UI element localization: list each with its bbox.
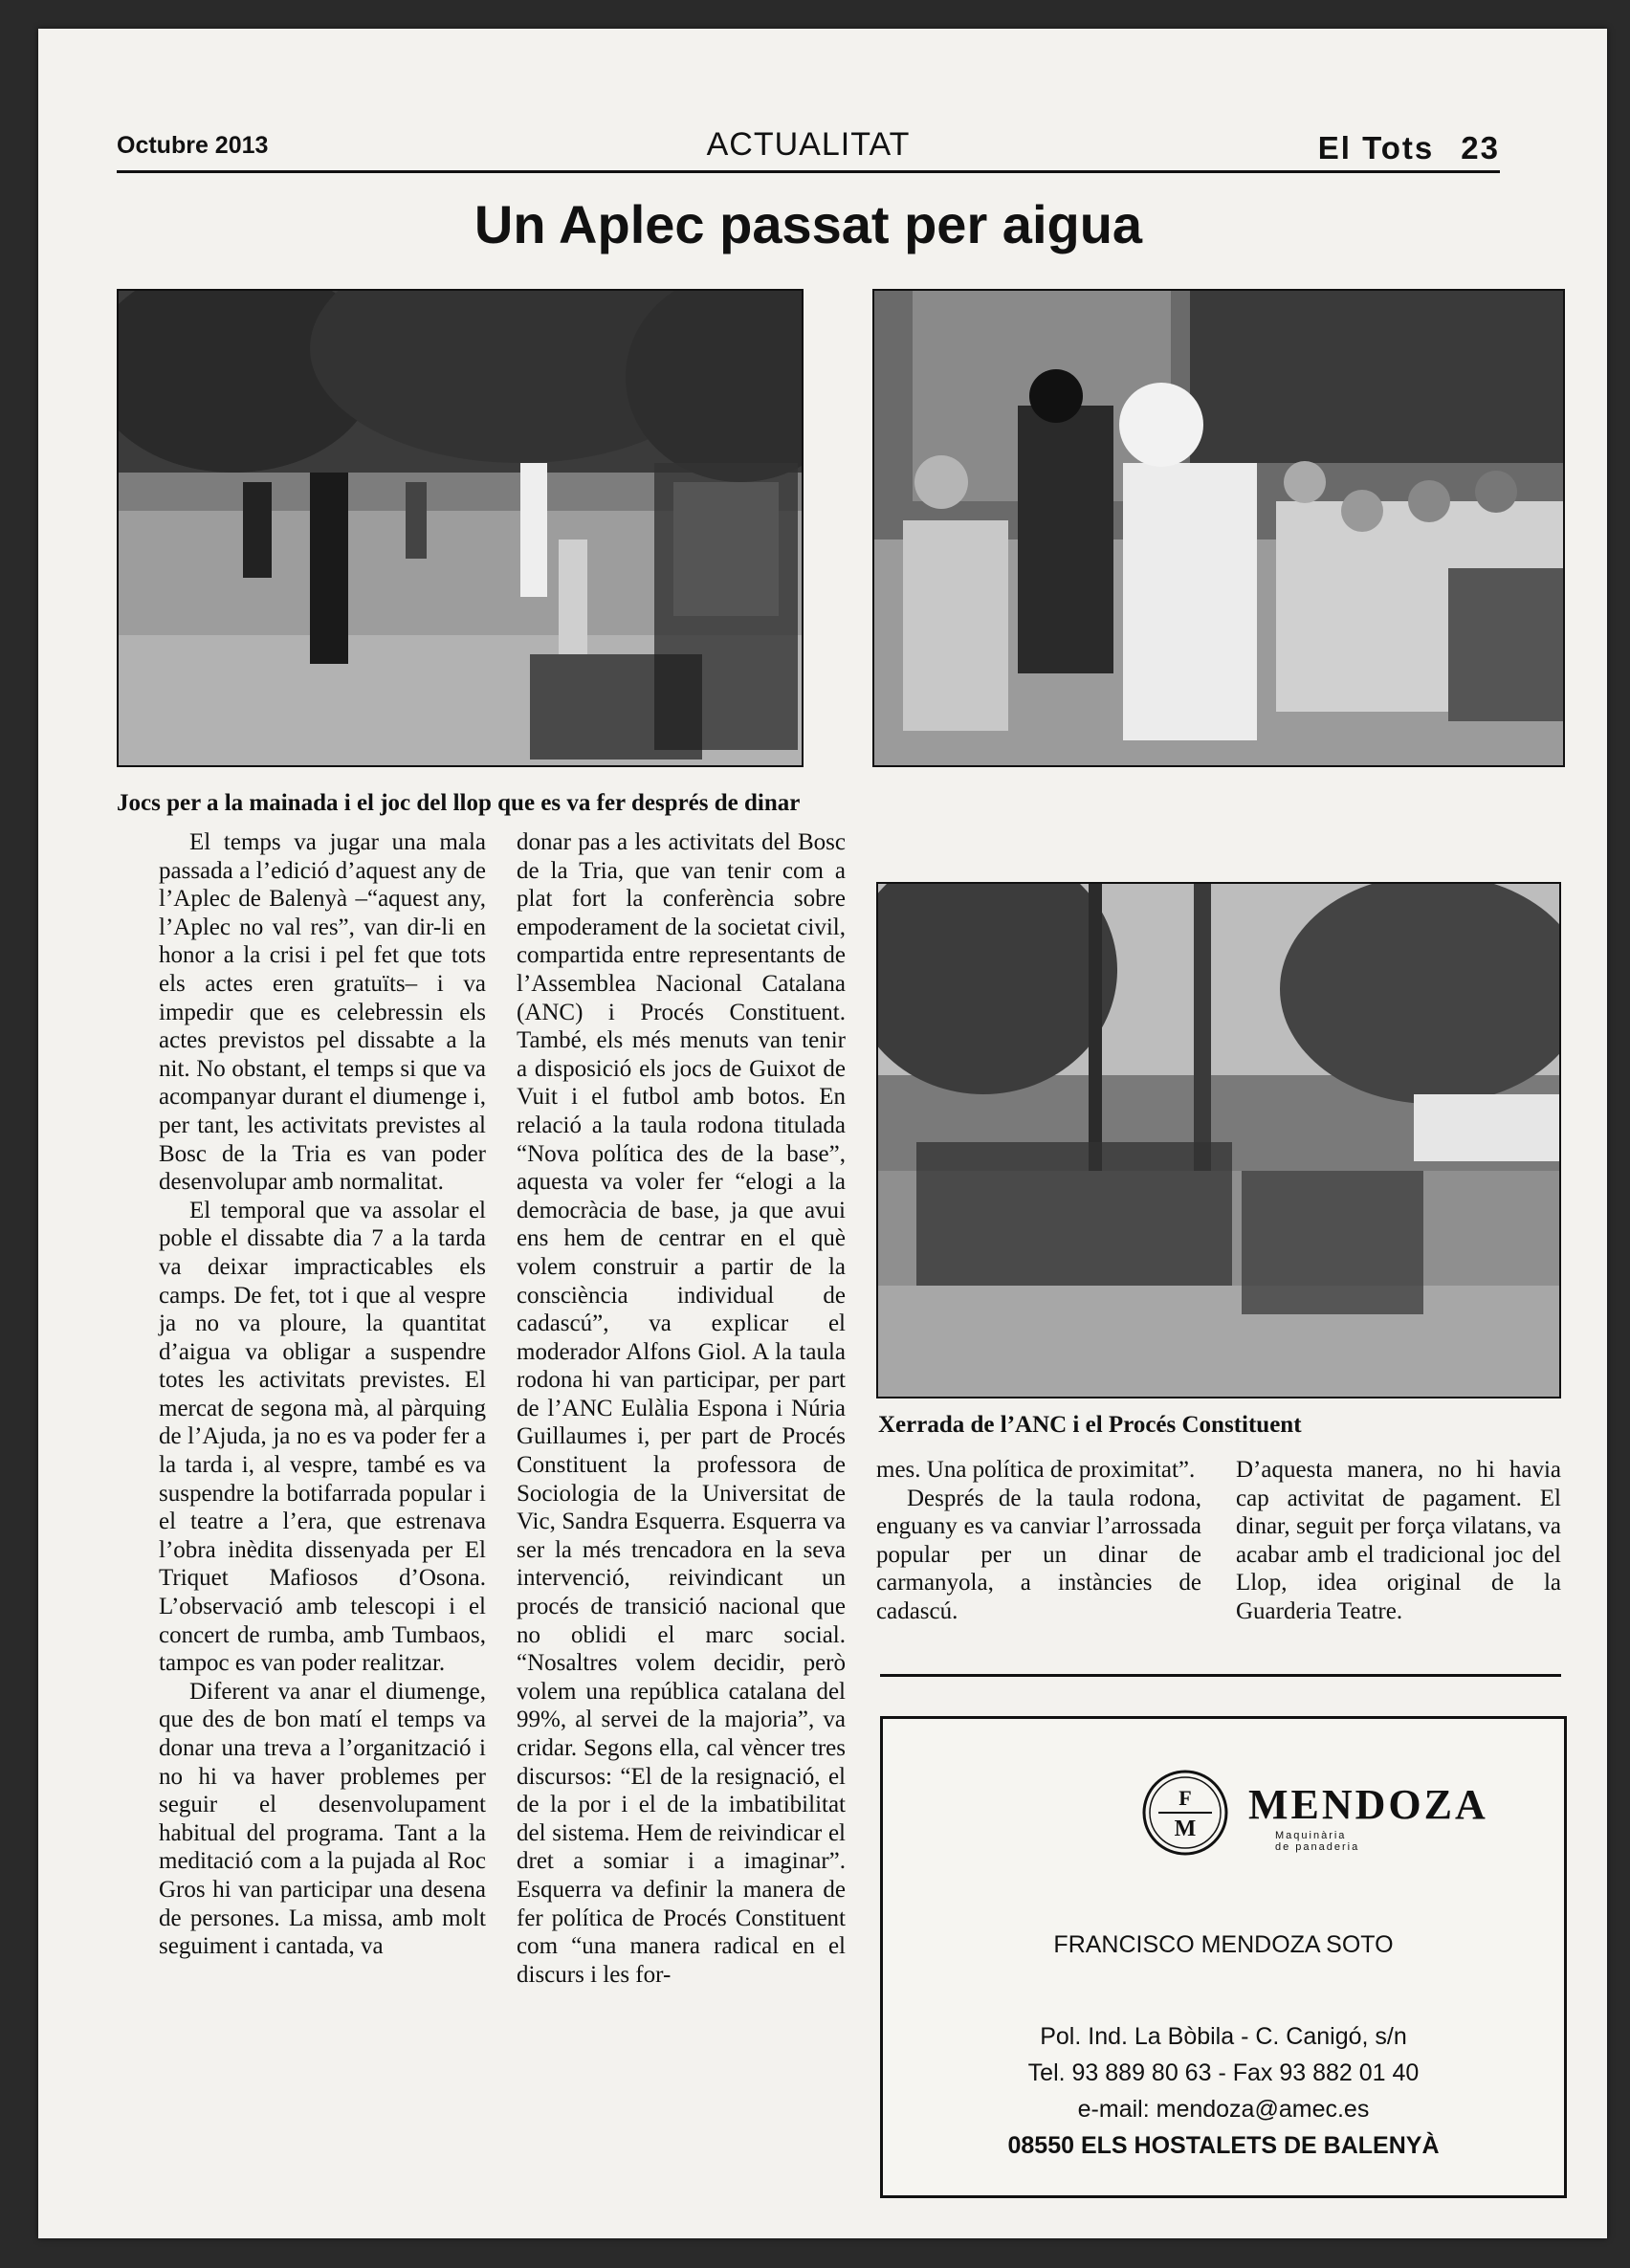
col2-paragraph-1: donar pas a les activitats del Bosc de la Tria, que van tenir com a plat fort la conferència sobre empoderament de la societat civil, compartida entre representants de l’Assemblea Nacional Catalana (ANC) i Procés Constituent. També, els més menuts van tenir a disposició els jocs de Guixot de Vuit i el futbol amb botos. En relació a la taula rodona titulada “Nova política des de la base”, aquesta va voler fer “elogi a la democràcia de base, ja que avui ens hem de centrar en el què volem construir a partir de la consciència individual de cadascú”, va explicar el moderador Alfons Giol. A la taula rodona hi van participar, per part de l’ANC Eulàlia Espona i Núria Guillaumes i, per part de Procés Constituent la professora de Sociologia de la Universitat de Vic, Sandra Esquerra. Esquerra va ser la més trencadora en la seva intervenció, reivindicant un procés de transició nacional que no oblidi el marc social. “Nosaltres volem decidir, però volem una república catalana del 99%, al servei de la majoria”, va cridar. Segons ella, cal vèncer tres discursos: “El de la resignació, el de la por i el de la imbatibilitat del sistema. Hem de reivindicar el dret a somiar i a imaginar”. Esquerra va definir la manera de fer política de Procés Constituent com “una manera radical en el discurs i les for- — [517, 829, 846, 1988]
photo-games — [117, 289, 804, 767]
col3-paragraph-1: mes. Una política de proximitat”. — [876, 1457, 1196, 1483]
article-title: Un Aplec passat per aigua — [474, 194, 1143, 254]
col3-paragraph-2: Després de la taula rodona, enguany es va canviar l’arrossada popular per un dinar de carmanyola, a instàncies de cadascú. — [876, 1485, 1201, 1624]
article-column-1 — [159, 828, 486, 1961]
caption-top: Jocs per a la mainada i el joc del llop que es va fer després de dinar — [117, 790, 801, 816]
ad-tagline-1: Maquinària — [1275, 1830, 1347, 1841]
issue-date: Octubre 2013 — [117, 132, 269, 159]
svg-text:M: M — [1174, 1817, 1197, 1841]
svg-text:F: F — [1178, 1786, 1192, 1810]
publication-and-page — [1291, 130, 1500, 166]
col1-paragraph-1: El temps va jugar una mala passada a l’edició d’aquest any de l’Aplec de Balenyà –“aquest any, l’Aplec no val res”, van dir-li en honor a la crisi i pel fet que tots els actes eren gratuïts– i va impedir que es celebressin els actes previstos pel dissabte a la nit. No obstant, el temps si que va acompanyar durant el diumenge i, per tant, les activitats previstes al Bosc de la Tria es van poder desenvolupar amb normalitat. — [159, 829, 486, 1196]
page-number: 23 — [1461, 130, 1500, 165]
article-column-4 — [1236, 1456, 1561, 1626]
col4-paragraph-1: D’aquesta manera, no hi havia cap activitat de pagament. El dinar, seguit per força vilatans, va acabar amb el tradicional joc del Llop, idea original de la Guarderia Teatre. — [1236, 1457, 1561, 1624]
ad-phone: Tel. 93 889 80 63 - Fax 93 882 01 40 — [1027, 2059, 1420, 2086]
ad-divider — [880, 1674, 1561, 1677]
page-header — [117, 113, 1500, 173]
ad-brand: MENDOZA — [1248, 1781, 1488, 1828]
newspaper-page — [38, 29, 1607, 2238]
col1-paragraph-2: El temporal que va assolar el poble el dissabte dia 7 a la tarda va deixar impracticables els camps. De fet, tot i que al vespre ja no va ploure, la quantitat d’aigua va obligar a suspendre totes les activitats previstes. El mercat de segona mà, al pàrquing de l’Ajuda, ja no es va poder fer a la tarda i, al vespre, també es va suspendre la botifarrada popular i el teatre a l’era, que estrenava l’obra inèdita dissenyada per El Triquet Mafiosos d’Osona. L’observació amb telescopi i el concert de rumba, amb Tumbaos, tampoc es van poder realitzar. — [159, 1197, 486, 1677]
ad-address: Pol. Ind. La Bòbila - C. Canigó, s/n — [1040, 2023, 1407, 2050]
article-column-3 — [876, 1456, 1201, 1626]
section-name: ACTUALITAT — [706, 126, 911, 163]
ad-tagline — [1275, 1830, 1359, 1853]
caption-right: Xerrada de l’ANC i el Procés Constituent — [878, 1412, 1302, 1438]
photo-anc-talk — [876, 882, 1561, 1398]
ad-owner: FRANCISCO MENDOZA SOTO — [1053, 1931, 1394, 1958]
photo-wolf-game — [872, 289, 1565, 767]
article-column-2 — [517, 828, 846, 1989]
photo-wolf-game-image — [874, 291, 1563, 765]
mendoza-logo-icon — [1141, 1769, 1229, 1857]
publication-name: El Tots — [1317, 130, 1435, 165]
photo-games-image — [119, 291, 802, 765]
col1-paragraph-3: Diferent va anar el diumenge, que des de bon matí el temps va donar una treva a l’organització i no hi va haver problemes per seguir el desenvolupament habitual del programa. Tant a la meditació com a la pujada al Roc Gros hi van participar una desena de persones. La missa, amb molt seguiment i cantada, va — [159, 1678, 486, 1960]
photo-anc-talk-image — [878, 884, 1559, 1397]
ad-tagline-2: de panaderia — [1275, 1841, 1360, 1853]
ad-email: e-mail: mendoza@amec.es — [1077, 2096, 1370, 2123]
mendoza-advertisement — [880, 1716, 1567, 2198]
ad-city: 08550 ELS HOSTALETS DE BALENYÀ — [1007, 2132, 1440, 2159]
